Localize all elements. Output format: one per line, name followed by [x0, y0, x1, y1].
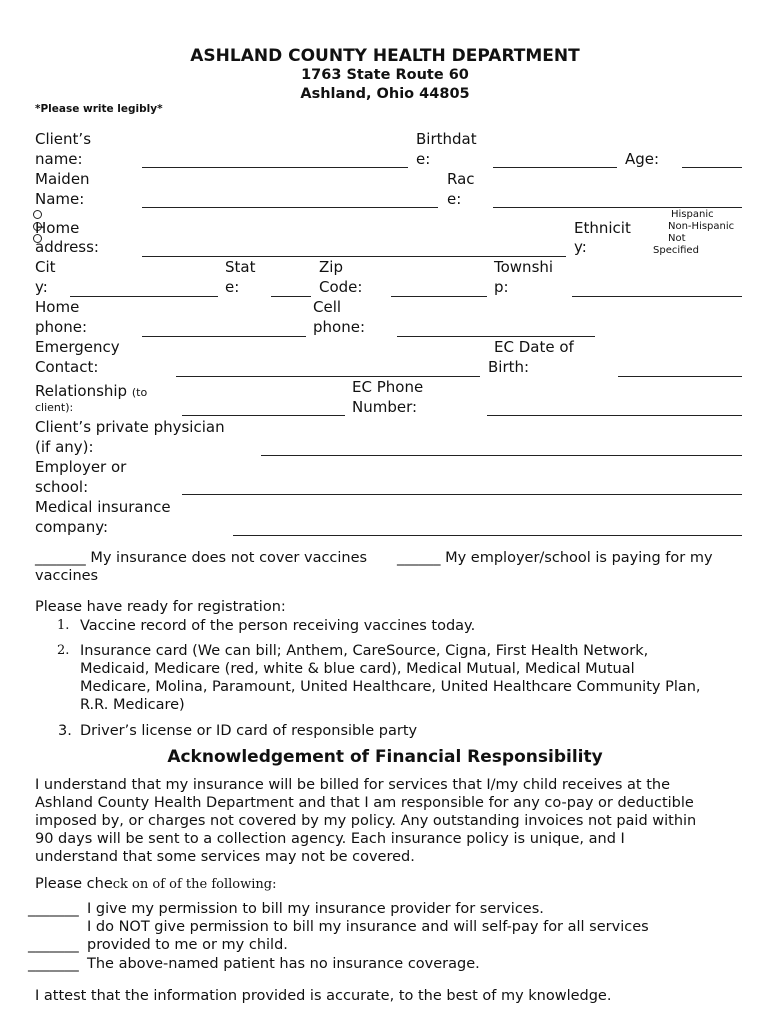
physician-label: Client’s private physician [35, 418, 225, 436]
state-field[interactable] [271, 296, 311, 297]
choice-self-pay-line-1: I do NOT give permission to bill my insurance and will self-pay for all services [87, 919, 649, 935]
choice-no-insurance: The above-named patient has no insurance coverage. [87, 956, 480, 972]
insurance-option-text-1: My insurance does not cover vaccines [90, 550, 368, 566]
choice-self-pay-line-2: provided to me or my child. [87, 937, 288, 953]
employer-label: Employer or [35, 458, 127, 476]
race-label: Rac [447, 170, 475, 188]
ethnicity-option-not: Not [668, 233, 686, 244]
physician-label-2: (if any): [35, 438, 94, 456]
insurance-option-blank-1[interactable]: _______ [35, 550, 86, 566]
acknowledgement-line-4: 90 days will be sent to a collection agency. Each insurance policy is unique, and I [35, 831, 625, 847]
ethnicity-label: Ethnicit [574, 219, 631, 237]
acknowledgement-line-3: imposed by, or charges not covered by my policy. Any outstanding invoices not paid within [35, 813, 697, 829]
race-field[interactable] [493, 207, 742, 208]
choice-blank-1[interactable]: _______ [28, 901, 79, 917]
home-phone-field[interactable] [142, 336, 306, 337]
state-label-2: e: [225, 278, 240, 296]
maiden-name-field[interactable] [142, 207, 438, 208]
insurance-option-text-2-cont: vaccines [35, 568, 99, 584]
client-name-field[interactable] [142, 167, 408, 168]
zip-field[interactable] [391, 296, 487, 297]
insurance-option-blank-2[interactable]: ______ [397, 550, 441, 566]
physician-field[interactable] [261, 455, 742, 456]
ec-phone-label: EC Phone [352, 378, 424, 396]
township-label-2: p: [494, 278, 509, 296]
township-label: Townshi [494, 258, 554, 276]
employer-label-2: school: [35, 478, 89, 496]
ec-dob-label: EC Date of [494, 338, 574, 356]
client-name-label: Client’s [35, 130, 92, 148]
city-field[interactable] [70, 296, 218, 297]
ethnicity-option-specified: Specified [653, 245, 699, 256]
zip-label-2: Code: [319, 278, 363, 296]
birthdate-field[interactable] [493, 167, 617, 168]
state-label: Stat [225, 258, 256, 276]
maiden-name-label-2: Name: [35, 190, 85, 208]
registration-item-3: Driver’s license or ID card of responsible party [80, 723, 418, 739]
relationship-field[interactable] [182, 415, 345, 416]
zip-label: Zip [319, 258, 343, 276]
race-label-2: e: [447, 190, 462, 208]
address-line-2: Ashland, Ohio 44805 [300, 86, 470, 102]
registration-item-2-line-3: Medicare, Molina, Paramount, United Healthcare, United Healthcare Community Plan, [80, 679, 701, 695]
address-line-1: 1763 State Route 60 [301, 67, 469, 83]
relationship-label-text: Relationship [35, 382, 128, 400]
cell-phone-label-2: phone: [313, 318, 365, 336]
city-label-2: y: [35, 278, 48, 296]
insurance-option-text-2: My employer/school is paying for my [445, 550, 713, 566]
age-field[interactable] [682, 167, 742, 168]
insurance-company-label: Medical insurance [35, 498, 171, 516]
insurance-company-field[interactable] [233, 535, 742, 536]
acknowledgement-line-5: understand that some services may not be covered. [35, 849, 415, 865]
insurance-option-employer-pays[interactable] [397, 549, 713, 567]
home-phone-label: Home [35, 298, 80, 316]
insurance-company-label-2: company: [35, 518, 109, 536]
legibility-note: *Please write legibly* [35, 103, 163, 115]
ec-dob-label-2: Birth: [488, 358, 530, 376]
attestation: I attest that the information provided is accurate, to the best of my knowledge. [35, 988, 612, 1004]
registration-num-1: 1. [57, 618, 70, 633]
choice-blank-3[interactable]: _______ [28, 956, 79, 972]
cell-phone-label: Cell [313, 298, 342, 316]
relationship-label [35, 381, 147, 403]
choice-blank-2[interactable]: _______ [28, 937, 79, 953]
registration-intro: Please have ready for registration: [35, 599, 286, 615]
check-prompt-a: Please che [35, 876, 113, 892]
registration-item-2-line-4: R.R. Medicare) [80, 697, 185, 713]
registration-item-2-line-2: Medicaid, Medicare (red, white & blue card), Medical Mutual, Medical Mutual [80, 661, 635, 677]
birthdate-label-2: e: [416, 150, 431, 168]
home-phone-label-2: phone: [35, 318, 87, 336]
employer-field[interactable] [182, 494, 742, 495]
emergency-contact-label: Emergency [35, 338, 120, 356]
city-label: Cit [35, 258, 56, 276]
relationship-label-2: client): [35, 401, 74, 414]
registration-num-2: 2. [57, 643, 70, 658]
insurance-option-no-cover[interactable] [35, 549, 367, 567]
choice-bill-insurance: I give my permission to bill my insurance provider for services. [87, 901, 544, 917]
ec-phone-field[interactable] [487, 415, 742, 416]
maiden-name-label: Maiden [35, 170, 90, 188]
emergency-contact-label-2: Contact: [35, 358, 99, 376]
ethnicity-option-non-hispanic: Non-Hispanic [668, 221, 735, 232]
acknowledgement-line-1: I understand that my insurance will be billed for services that I/my child receives at the [35, 777, 671, 793]
home-address-label-2: address: [35, 238, 99, 256]
registration-num-3: 3. [58, 723, 72, 739]
emergency-contact-field[interactable] [176, 376, 480, 377]
acknowledgement-heading: Acknowledgement of Financial Responsibility [167, 747, 603, 767]
registration-item-1: Vaccine record of the person receiving vaccines today. [80, 618, 476, 634]
client-name-label-2: name: [35, 150, 83, 168]
acknowledgement-line-2: Ashland County Health Department and that I am responsible for any co-pay or deductible [35, 795, 694, 811]
registration-item-2-line-1: Insurance card (We can bill; Anthem, CareSource, Cigna, First Health Network, [80, 643, 649, 659]
check-prompt [35, 874, 276, 894]
birthdate-label: Birthdat [416, 130, 477, 148]
page-title: ASHLAND COUNTY HEALTH DEPARTMENT [190, 46, 580, 66]
age-label: Age: [625, 150, 660, 168]
ec-phone-label-2: Number: [352, 398, 418, 416]
ec-dob-field[interactable] [618, 376, 742, 377]
relationship-paren: (to [131, 386, 148, 399]
ethnicity-option-hispanic: Hispanic [671, 209, 714, 220]
check-prompt-b: ck on of of the following: [112, 877, 277, 892]
township-field[interactable] [572, 296, 742, 297]
home-address-label: Home [35, 219, 80, 237]
ethnicity-label-2: y: [574, 238, 587, 256]
